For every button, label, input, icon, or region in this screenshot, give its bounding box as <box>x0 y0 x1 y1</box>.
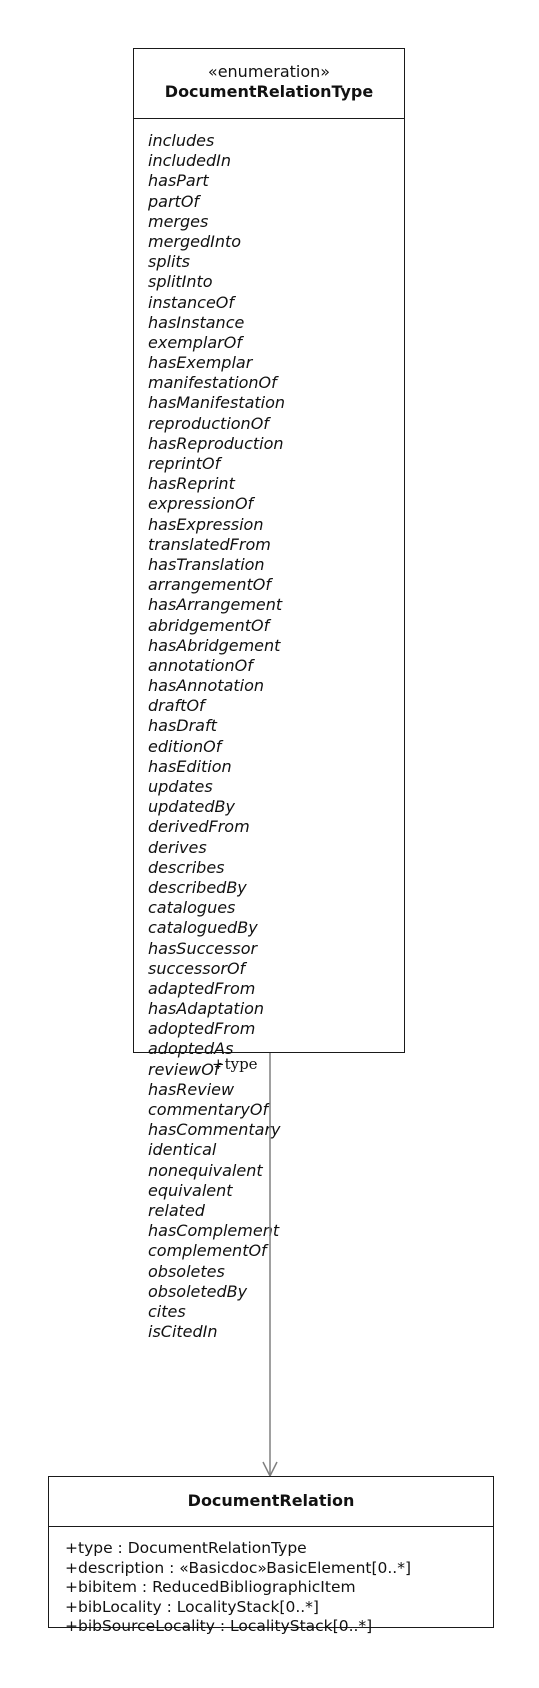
enumeration-literal: hasDraft <box>148 716 217 736</box>
class-attribute: +description : «Basicdoc»BasicElement[0..*] <box>65 1558 412 1577</box>
enumeration-literal: hasAdaptation <box>148 999 265 1019</box>
enumeration-literal: reproductionOf <box>148 413 269 433</box>
enumeration-literal: identical <box>148 1140 217 1160</box>
class-attribute: +type : DocumentRelationType <box>65 1539 307 1557</box>
enumeration-literal: cites <box>148 1301 186 1321</box>
enumeration-stereotype: «enumeration» <box>207 62 331 81</box>
enumeration-literal: instanceOf <box>148 292 235 312</box>
enumeration-literal: partOf <box>148 191 200 211</box>
enumeration-literal: hasReprint <box>148 474 235 494</box>
enumeration-literal: hasTranslation <box>148 554 265 574</box>
enumeration-literal: adaptedFrom <box>148 978 256 998</box>
enumeration-literal: merges <box>148 211 209 231</box>
enumeration-literal: cataloguedBy <box>148 918 258 938</box>
enumeration-literal: includedIn <box>148 151 231 171</box>
enumeration-literal: hasCommentary <box>148 1120 281 1140</box>
class-attribute: +bibSourceLocality : LocalityStack[0..*] <box>65 1617 373 1636</box>
enumeration-literal: equivalent <box>148 1180 233 1200</box>
enumeration-literal: successorOf <box>148 958 246 978</box>
enumeration-literal: exemplarOf <box>148 332 242 352</box>
enumeration-literal: mergedInto <box>148 231 242 251</box>
enumeration-literal: adoptedAs <box>148 1039 234 1059</box>
enumeration-literal: annotationOf <box>148 655 253 675</box>
enumeration-class-name: DocumentRelationType <box>164 82 374 101</box>
enumeration-literal: splits <box>148 252 190 272</box>
enumeration-literal: manifestationOf <box>148 373 277 393</box>
enumeration-literal: adoptedFrom <box>148 1019 256 1039</box>
enumeration-literal: hasAbridgement <box>148 635 281 655</box>
class-attribute: +bibitem : ReducedBibliographicItem <box>65 1578 356 1597</box>
enumeration-literal: commentaryOf <box>148 1100 269 1119</box>
enumeration-literal: hasSuccessor <box>148 938 258 958</box>
enumeration-literal: hasPart <box>148 171 209 191</box>
enumeration-literal: abridgementOf <box>148 615 270 635</box>
enumeration-literal: reviewOf <box>148 1059 220 1079</box>
enumeration-literal: hasComplement <box>148 1221 280 1241</box>
enumeration-literal: hasEdition <box>148 756 232 776</box>
enumeration-literal: hasInstance <box>148 312 245 332</box>
enumeration-literal: describedBy <box>148 877 247 897</box>
enumeration-literal: hasExemplar <box>148 353 253 373</box>
enumeration-literal: isCitedIn <box>148 1322 218 1342</box>
enumeration-literal: describes <box>148 857 225 877</box>
enumeration-literal: nonequivalent <box>148 1160 263 1180</box>
enumeration-literal: arrangementOf <box>148 575 271 595</box>
document-relation-class-name: DocumentRelation <box>187 1491 355 1510</box>
enumeration-literal: draftOf <box>148 696 205 716</box>
enumeration-literal: splitInto <box>148 272 213 292</box>
enumeration-literal: updatedBy <box>148 797 235 817</box>
enumeration-literal: hasManifestation <box>148 393 286 413</box>
class-attribute: +bibLocality : LocalityStack[0..*] <box>65 1597 319 1616</box>
enumeration-literal: hasAnnotation <box>148 676 265 696</box>
document-relation-attribute-list <box>49 1527 493 1637</box>
enumeration-literal: hasExpression <box>148 514 264 534</box>
document-relation-header <box>49 1477 493 1527</box>
enumeration-literal: derivedFrom <box>148 817 250 837</box>
enumeration-literal: complementOf <box>148 1241 267 1261</box>
enumeration-literal: hasReview <box>148 1079 235 1099</box>
enumeration-literal: reprintOf <box>148 454 221 473</box>
enumeration-literal: hasArrangement <box>148 595 283 615</box>
enumeration-literal: hasReproduction <box>148 433 284 453</box>
enumeration-literal: related <box>148 1200 205 1220</box>
enumeration-literal: updates <box>148 777 213 796</box>
enumeration-literal: obsoletes <box>148 1261 225 1281</box>
enumeration-literal: translatedFrom <box>148 534 271 554</box>
enumeration-literal: includes <box>148 131 215 150</box>
enumeration-literal: obsoletedBy <box>148 1281 248 1301</box>
enumeration-literal: derives <box>148 837 207 857</box>
document-relation-class-box <box>48 1476 494 1636</box>
enumeration-literal: expressionOf <box>148 494 254 514</box>
association-role-label: +type <box>212 1055 258 1073</box>
enumeration-literal: editionOf <box>148 736 222 756</box>
enumeration-literal: catalogues <box>148 898 236 918</box>
